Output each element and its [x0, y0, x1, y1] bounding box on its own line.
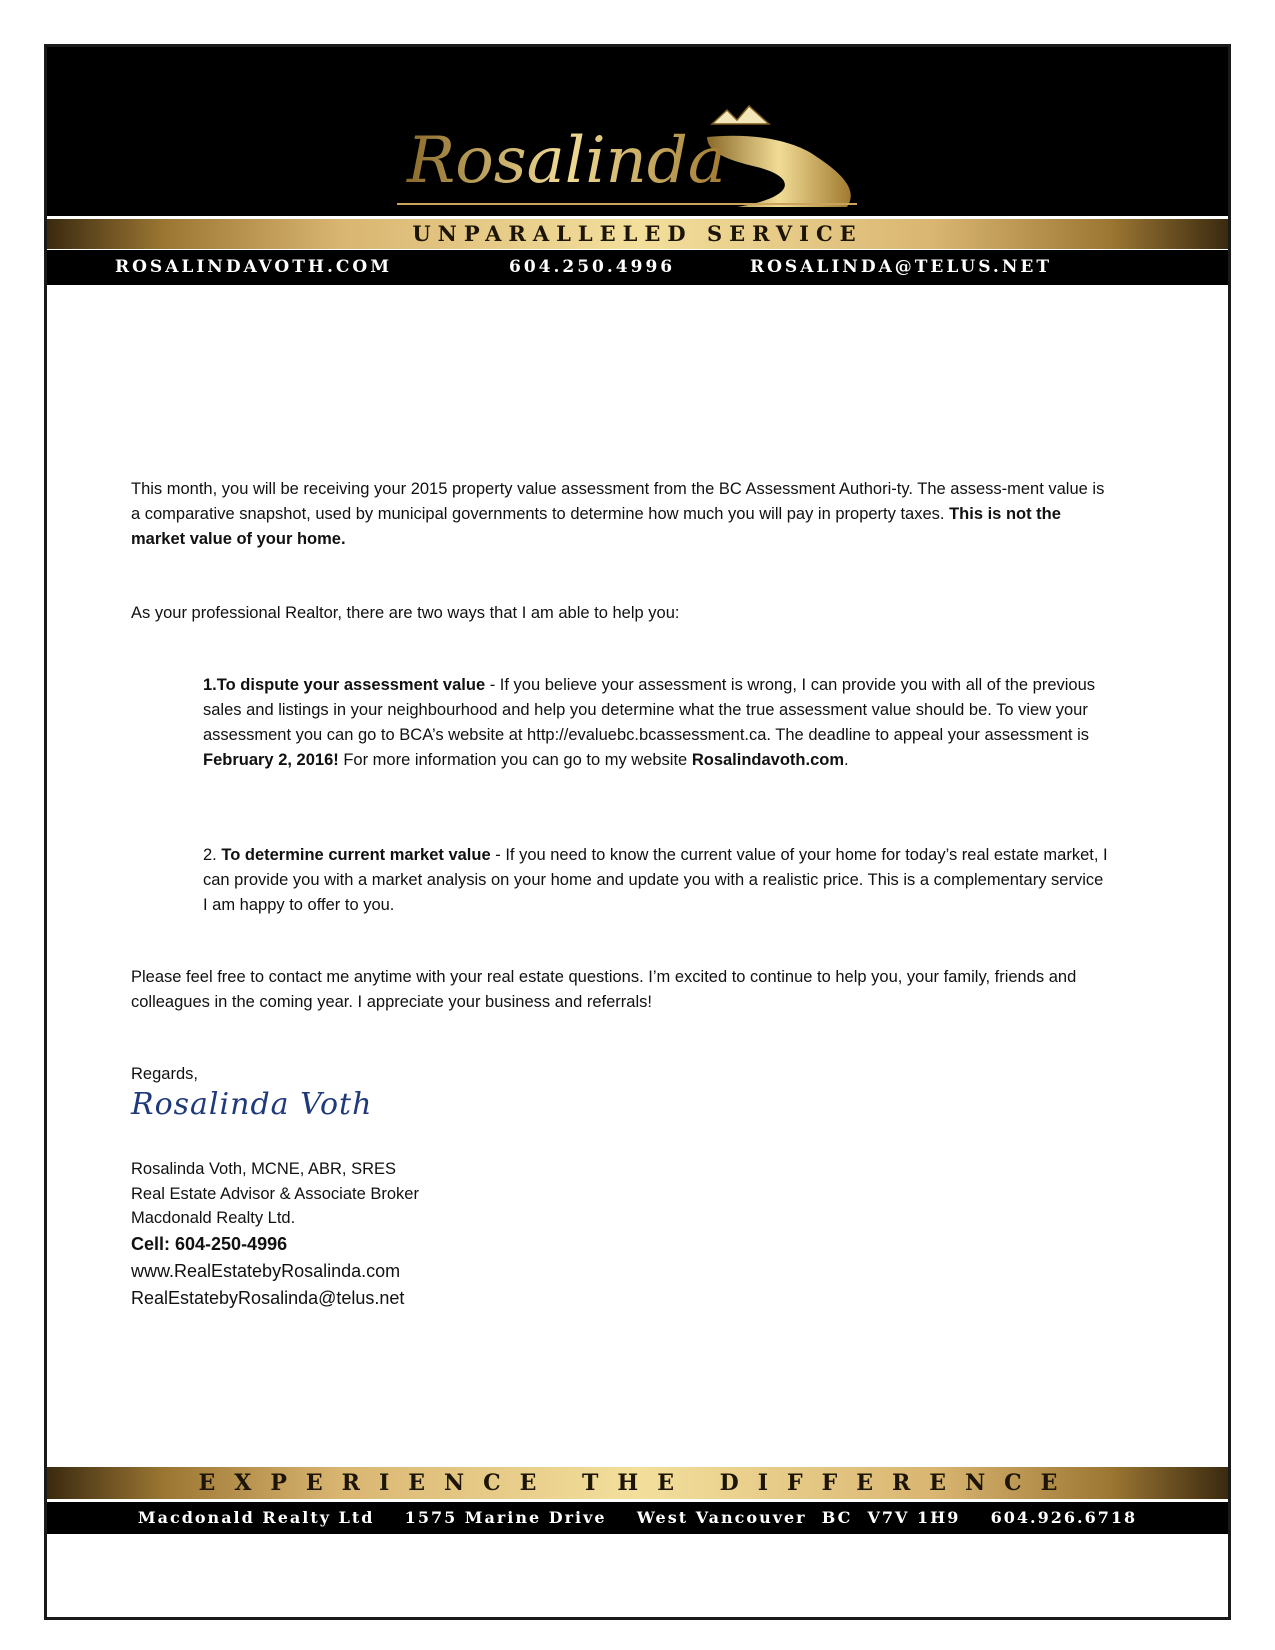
footer-tagline: EXPERIENCE THE DIFFERENCE	[198, 1470, 1077, 1496]
letterhead-page	[44, 44, 1231, 1620]
contact-bar	[47, 250, 1228, 285]
deadline-date: February 2, 2016!	[203, 751, 339, 769]
help-paragraph: As your professional Realtor, there are two ways that I am able to help you:	[131, 604, 680, 622]
sig-email[interactable]: RealEstatebyRosalinda@telus.net	[131, 1287, 405, 1308]
header-phone[interactable]: 604.250.4996	[509, 257, 676, 277]
website-link[interactable]: Rosalindavoth.com	[691, 751, 845, 769]
header	[47, 47, 1228, 216]
dispute-title: 1.To dispute your assessment value	[203, 676, 486, 694]
sig-cell: Cell: 604-250-4996	[131, 1233, 288, 1254]
intro-paragraph: This month, you will be receiving your 2015 property value assessment from the BC Assessment Authori-ty. The assess-ment value is a comparative snapshot, used by municipal governments to determine how much you will pay in property taxes. This is not the market value of your home.	[131, 480, 1105, 548]
regards: Regards,	[131, 1065, 198, 1083]
footer-bar	[47, 1502, 1228, 1534]
market-value-item: 2. To determine current market value - If you need to know the current value of your home for today’s real estate market, I can provide you with a market analysis on your home and update you with a realistic price. This is a complementary service I am happy to offer to you.	[203, 846, 1108, 914]
sig-company: Macdonald Realty Ltd.	[131, 1209, 296, 1227]
closing-paragraph: Please feel free to contact me anytime with your real estate questions. I’m excited to continue to help you, your family, friends and colleagues in the coming year. I appreciate your business and referrals!	[131, 968, 1077, 1011]
rosalinda-logo	[377, 82, 877, 212]
header-website[interactable]: ROSALINDAVOTH.COM	[115, 257, 393, 277]
not-market-value-note: This is not the market value of your home.	[131, 505, 1061, 548]
tagline: UNPARALLELED SERVICE	[412, 221, 863, 246]
sig-title: Real Estate Advisor & Associate Broker	[131, 1184, 419, 1203]
market-value-title: To determine current market value	[221, 846, 491, 864]
dispute-item: 1.To dispute your assessment value - If you believe your assessment is wrong, I can provide you with all of the previous sales and listings in your neighbourhood and help you determine what the true assessment value should be. To view your assessment you can go to BCA’s website at http://evaluebc.bcassessment.ca. The deadline to appeal your assessment is February 2, 2016! For more information you can go to my website Rosalindavoth.com.	[203, 676, 1096, 769]
sig-name: Rosalinda Voth, MCNE, ABR, SRES	[131, 1160, 397, 1178]
footer-address: Macdonald Realty Ltd 1575 Marine Drive West Vancouver BC V7V 1H9 604.926.6718	[137, 1508, 1138, 1527]
header-email[interactable]: ROSALINDA@TELUS.NET	[750, 257, 1052, 277]
signature-block	[131, 1157, 731, 1312]
sig-website[interactable]: www.RealEstatebyRosalinda.com	[131, 1260, 401, 1281]
logo-word: Rosalinda	[407, 124, 726, 198]
signature: Rosalinda Voth	[131, 1087, 373, 1122]
